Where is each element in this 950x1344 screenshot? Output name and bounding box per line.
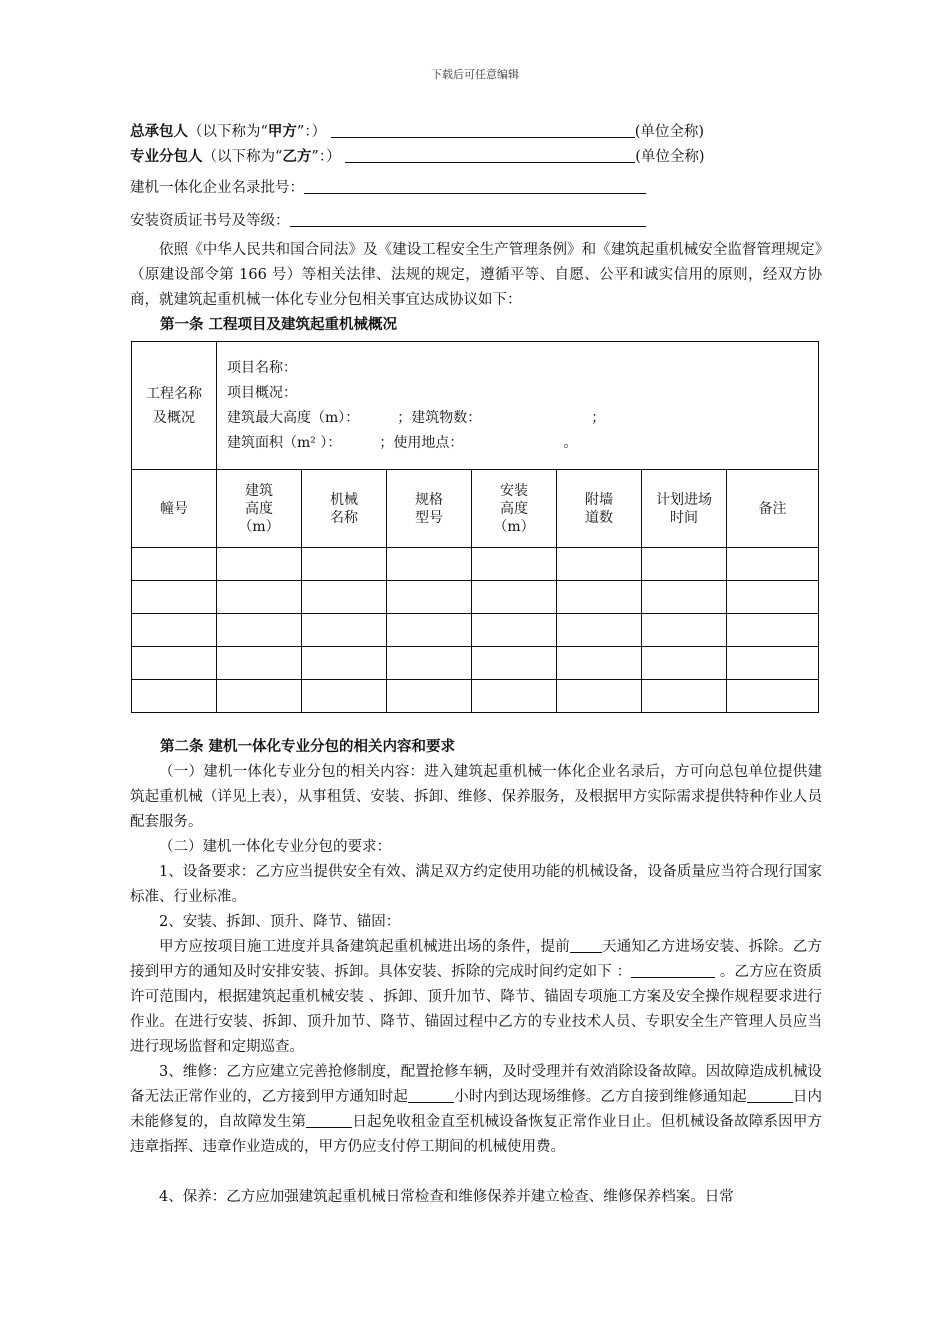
party-a-line [130, 122, 704, 142]
p5-part-b: 天通知乙方进场安装、拆除。乙方接到甲方的通知及时安排安装、拆卸。具体安装、拆除的完成时间约定如下 ： [130, 939, 823, 980]
table-cell[interactable] [217, 548, 302, 581]
col-header [387, 470, 472, 548]
table-cell[interactable] [642, 614, 727, 647]
party-b-line [130, 147, 705, 167]
project-row [132, 342, 819, 470]
table-cell[interactable] [642, 548, 727, 581]
col-1-line-2: （m） [238, 518, 280, 535]
col-header [132, 470, 217, 548]
col-2-line-0: 机械 [330, 491, 358, 508]
party-b-blank[interactable] [345, 148, 635, 163]
rent-free-day-blank[interactable] [306, 1113, 352, 1128]
project-location: ；使用地点： [379, 434, 464, 451]
col-1-line-0: 建筑 [245, 482, 273, 499]
approval-line [130, 178, 646, 198]
p6-part-c: 日内未能修复的，自故障发生第 [130, 1089, 823, 1130]
approval-label: 建机一体化企业名录批号： [130, 180, 304, 196]
table-cell[interactable] [387, 614, 472, 647]
party-b-label: 专业分包人 [130, 148, 203, 165]
article2-p1: （一）建机一体化专业分包的相关内容：进入建筑起重机械一体化企业名录后，方可向总包单位提供建筑起重机械（详见上表），从事租赁、安装、拆卸、维修、保养服务，及根据甲方实际需求提供特种作业人员配套服务。 [130, 764, 822, 830]
project-area-line [227, 431, 818, 456]
project-height: 建筑最大高度（m）： [227, 409, 360, 426]
article2-p4: 2、安装、拆卸、顶升、降节、锚固： [159, 914, 401, 930]
table-cell[interactable] [557, 581, 642, 614]
table-cell[interactable] [727, 548, 819, 581]
project-height-line [227, 406, 818, 431]
article2-p5 [130, 935, 822, 1060]
party-a-unit: (单位全称) [634, 124, 705, 140]
project-area: 建筑面积（m² ）： [227, 434, 342, 451]
repair-days-blank[interactable] [747, 1088, 793, 1103]
table-cell[interactable] [557, 548, 642, 581]
table-cell[interactable] [387, 548, 472, 581]
machinery-table [131, 341, 819, 713]
project-end: 。 [563, 434, 578, 451]
project-buildings: ；建筑物数： [397, 409, 482, 426]
table-cell[interactable] [132, 548, 217, 581]
party-b-name: 乙方 [282, 148, 312, 165]
table-cell[interactable] [472, 548, 557, 581]
party-a-blank[interactable] [331, 123, 635, 138]
col-4-line-1: 高度 [500, 500, 528, 517]
completion-time-blank[interactable] [631, 963, 715, 978]
col-header [642, 470, 727, 548]
party-a-name: 甲方 [267, 123, 297, 140]
article2-p3: 1、设备要求：乙方应当提供安全有效、满足双方约定使用功能的机械设备，设备质量应当符合现行国家标准、行业标准。 [130, 864, 822, 905]
article2-p7: 4、保养：乙方应加强建筑起重机械日常检查和维修保养并建立检查、维修保养档案。日常 [159, 1189, 734, 1205]
article2-p6 [130, 1060, 822, 1160]
table-cell[interactable] [302, 581, 387, 614]
project-name: 项目名称： [227, 359, 297, 376]
col-5-line-0: 附墙 [585, 491, 613, 508]
notice-days-blank[interactable] [570, 938, 602, 953]
article1-title: 第一条 工程项目及建筑起重机械概况 [160, 316, 398, 333]
table-cell[interactable] [302, 647, 387, 680]
arrival-hours-blank[interactable] [408, 1088, 454, 1103]
table-cell[interactable] [132, 581, 217, 614]
article2-p2: （二）建机一体化专业分包的要求： [159, 839, 391, 855]
col-3-line-0: 规格 [415, 491, 443, 508]
table-cell[interactable] [727, 614, 819, 647]
column-header-row [132, 470, 819, 548]
table-cell[interactable] [557, 680, 642, 713]
table-cell[interactable] [642, 581, 727, 614]
col-1-line-1: 高度 [245, 500, 273, 517]
col-header [727, 470, 819, 548]
party-a-close: ”：） [296, 124, 327, 140]
col-3-line-1: 型号 [415, 509, 443, 526]
col-header [557, 470, 642, 548]
party-b-paren: （以下称为“ [202, 149, 283, 165]
p6-part-b: 小时内到达现场维修。乙方自接到维修通知起 [454, 1089, 747, 1105]
party-a-paren: （以下称为“ [188, 124, 268, 140]
table-cell[interactable] [217, 647, 302, 680]
col-7-line-0: 备注 [758, 500, 787, 517]
col-6-line-0: 计划进场 [656, 491, 712, 508]
party-b-close: ”：） [311, 149, 341, 165]
table-cell[interactable] [217, 680, 302, 713]
table-cell[interactable] [472, 581, 557, 614]
project-label-cell [132, 342, 217, 470]
table-cell[interactable] [387, 581, 472, 614]
table-row [132, 548, 819, 581]
project-sep2: ； [591, 409, 606, 426]
table-cell[interactable] [132, 680, 217, 713]
table-cell[interactable] [387, 680, 472, 713]
col-header [302, 470, 387, 548]
table-cell[interactable] [557, 614, 642, 647]
table-cell[interactable] [727, 581, 819, 614]
p5-part-c: 。乙方应在资质许可范围内，根据建筑起重机械安装 、拆卸、顶升加节、降节、锚固专项施工方案及安全操作规程要求进行作业。在进行安装、拆卸、顶升加节、降节、锚固过程中乙方的专业技术人员、专职安全生产管理人员应当进行现场监督和定期巡查。 [130, 964, 823, 1055]
col-header [472, 470, 557, 548]
col-4-line-0: 安装 [500, 482, 528, 499]
table-cell[interactable] [642, 647, 727, 680]
table-cell[interactable] [387, 647, 472, 680]
table-row [132, 680, 819, 713]
table-cell[interactable] [217, 614, 302, 647]
p6-part-a: 3、维修：乙方应建立完善抢修制度，配置抢修车辆，及时受理并有效消除设备故障。因故障造成机械设备无法正常作业的，乙方接到甲方通知时起 [130, 1064, 822, 1105]
watermark-header: 下载后可任意编辑 [431, 68, 519, 81]
col-4-line-2: （m） [493, 518, 535, 535]
table-cell[interactable] [557, 647, 642, 680]
table-cell[interactable] [132, 647, 217, 680]
table-row [132, 581, 819, 614]
table-row [132, 647, 819, 680]
intro-paragraph: 依照《中华人民共和国合同法》及《建设工程安全生产管理条例》和《建筑起重机械安全监督管理规定》（原建设部令第 166 号）等相关法律、法规的规定，遵循平等、自愿、公平和诚实信用的原则，经双方协商，就建筑起重机械一体化专业分包相关事宜达成协议如下： [130, 242, 822, 308]
table-cell[interactable] [727, 680, 819, 713]
cert-line [130, 211, 646, 231]
party-b-unit: (单位全称) [635, 149, 705, 165]
project-info-cell [217, 342, 819, 470]
approval-blank[interactable] [304, 179, 646, 194]
p6-part-d: 日起免收租金直至机械设备恢复正常作业日止。但机械设备故障系因甲方违章指挥、违章作业造成的，甲方仍应支付停工期间的机械使用费。 [130, 1114, 823, 1155]
table-cell[interactable] [727, 647, 819, 680]
table-cell[interactable] [132, 614, 217, 647]
table-cell[interactable] [642, 680, 727, 713]
table-cell[interactable] [302, 614, 387, 647]
project-label-2: 及概况 [153, 409, 195, 426]
cert-label: 安装资质证书号及等级： [130, 213, 290, 229]
project-overview: 项目概况： [227, 384, 297, 401]
cert-blank[interactable] [290, 212, 646, 227]
col-header [217, 470, 302, 548]
col-0-line-0: 幢号 [160, 500, 188, 517]
table-cell[interactable] [472, 647, 557, 680]
project-label-1: 工程名称 [146, 385, 202, 402]
article2-title: 第二条 建机一体化专业分包的相关内容和要求 [160, 738, 456, 755]
table-cell[interactable] [302, 680, 387, 713]
col-5-line-1: 道数 [585, 509, 613, 526]
col-2-line-1: 名称 [330, 509, 358, 526]
table-cell[interactable] [302, 548, 387, 581]
p5-part-a: 甲方应按项目施工进度并具备建筑起重机械进出场的条件，提前 [159, 939, 570, 955]
table-cell[interactable] [217, 581, 302, 614]
col-6-line-1: 时间 [670, 509, 698, 526]
table-cell[interactable] [472, 614, 557, 647]
table-cell[interactable] [472, 680, 557, 713]
party-a-label: 总承包人 [130, 123, 188, 140]
table-row [132, 614, 819, 647]
